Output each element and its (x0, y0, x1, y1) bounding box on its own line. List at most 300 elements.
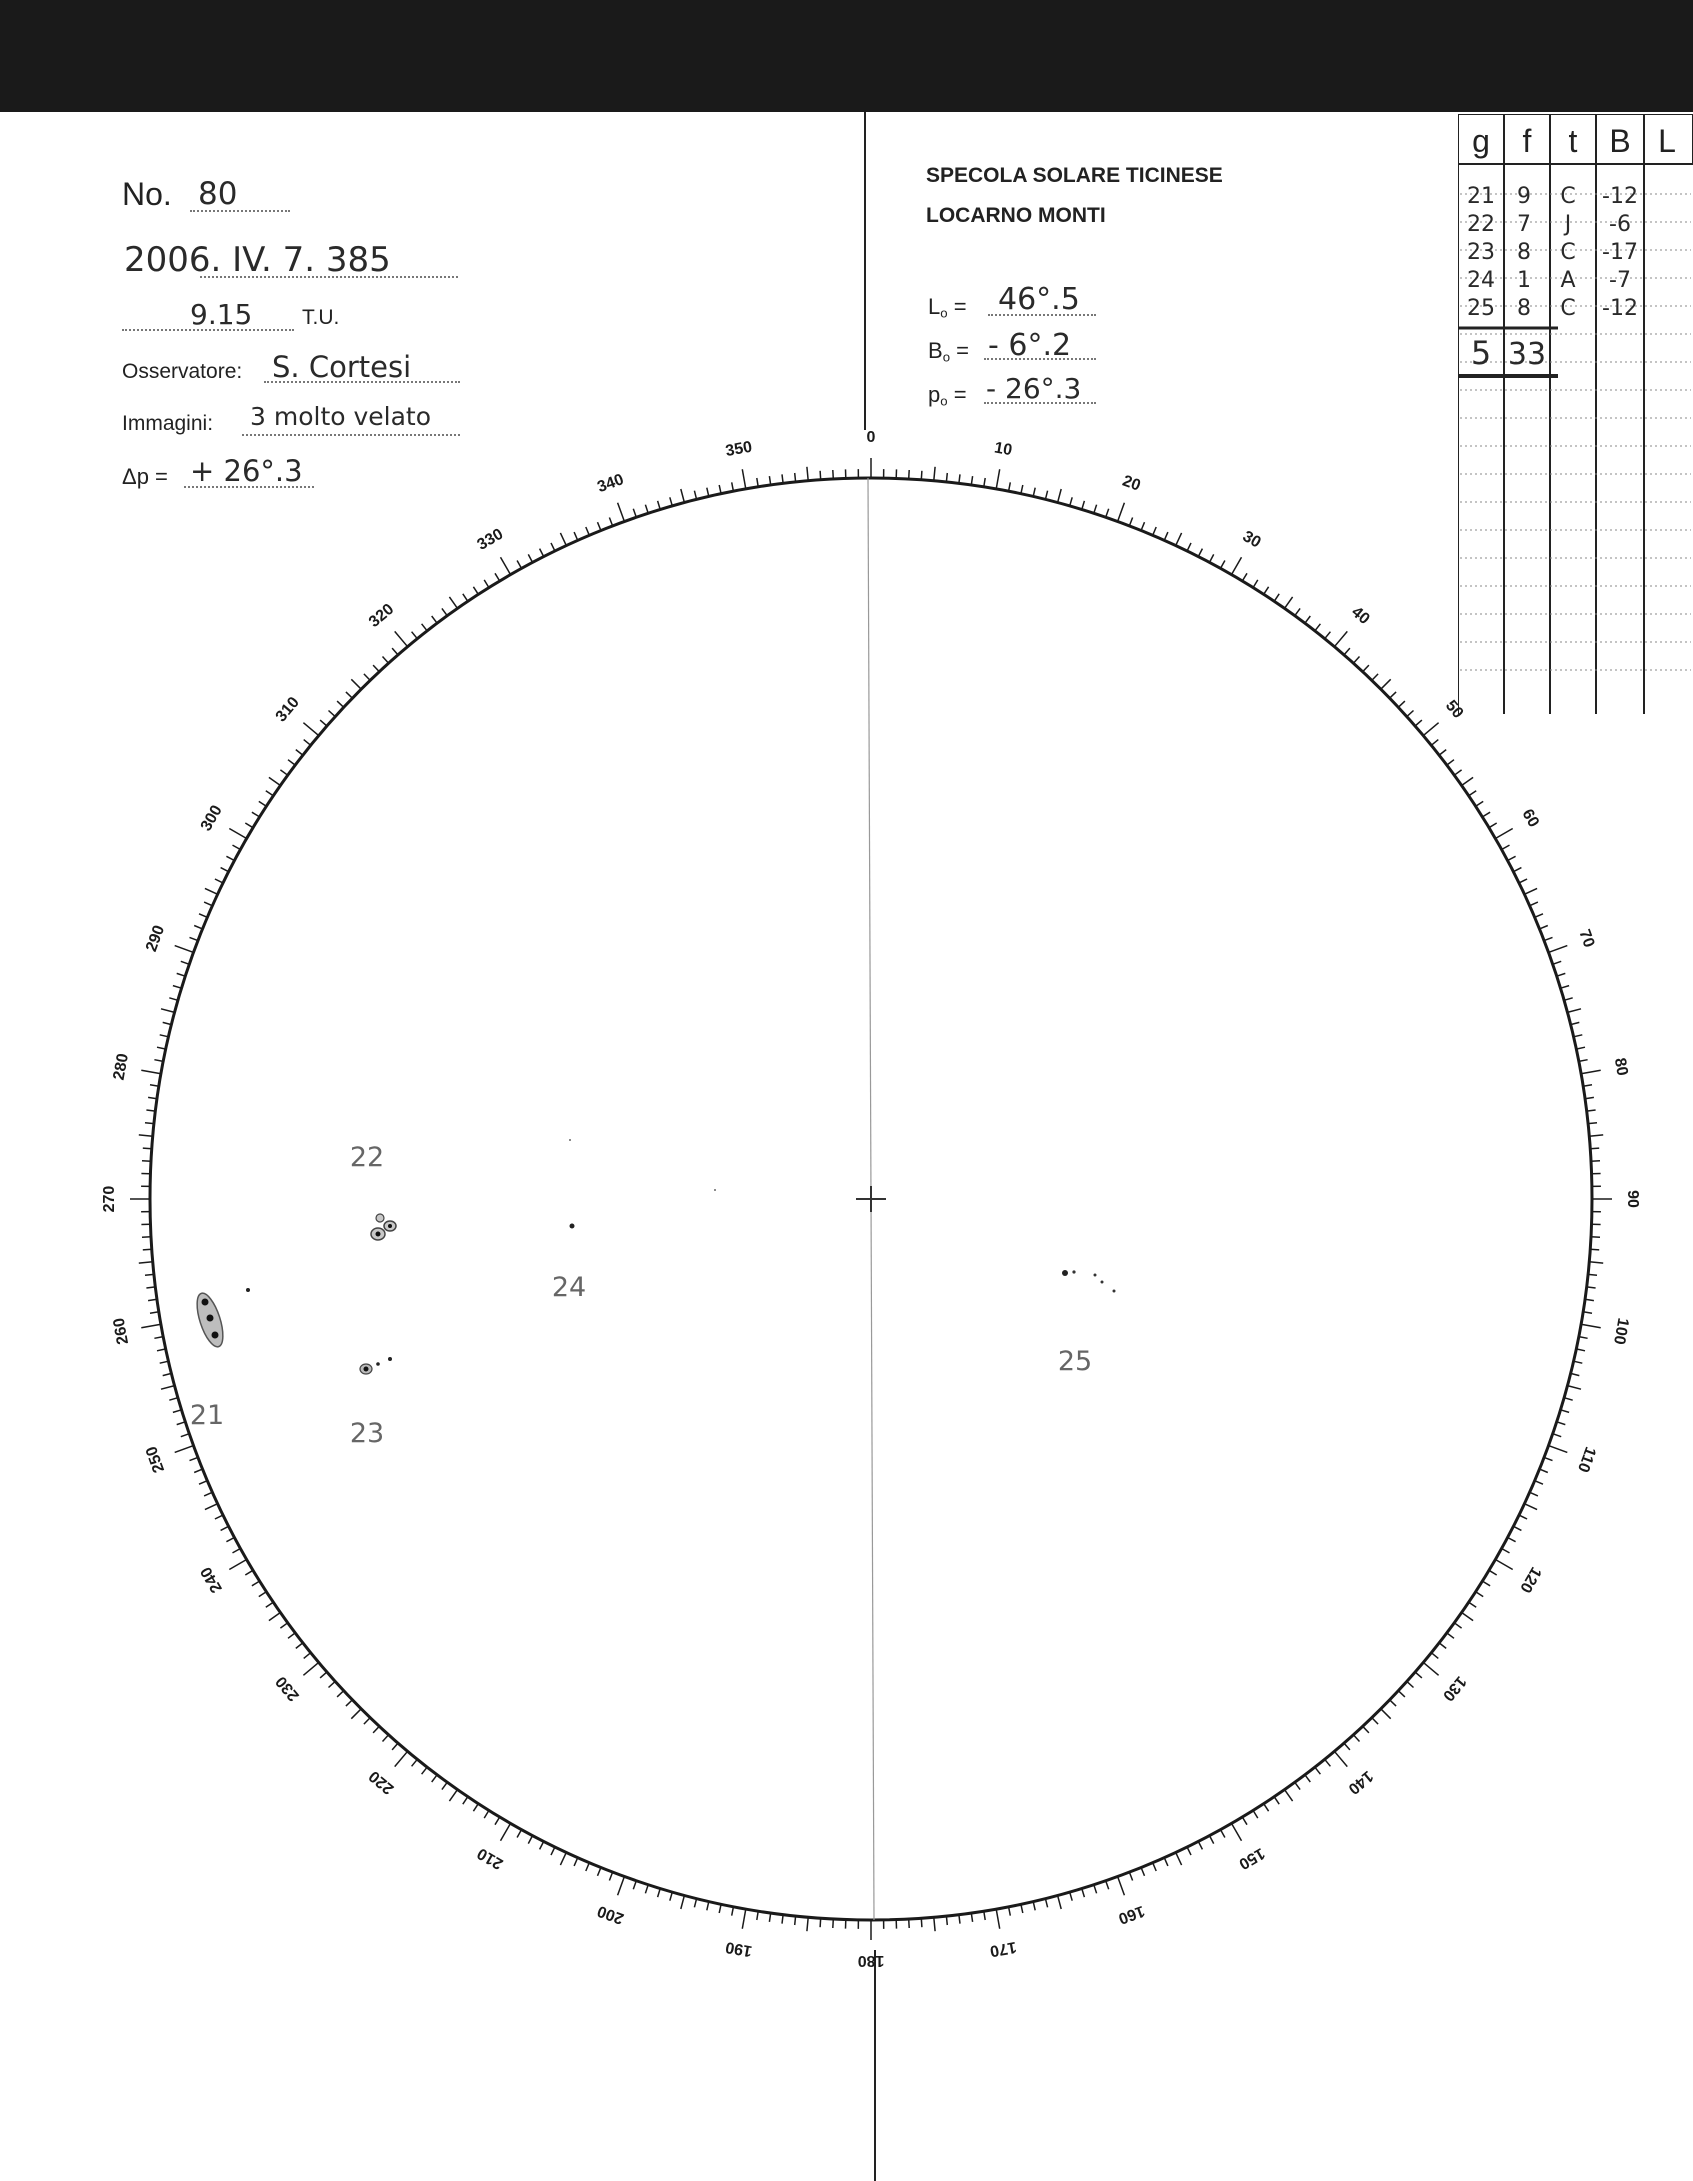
scale-tick (517, 1830, 521, 1838)
scale-tick (154, 1060, 163, 1062)
scale-label: 170 (988, 1937, 1018, 1960)
scale-tick (395, 631, 408, 646)
scale-tick (303, 1662, 318, 1675)
scale-tick (1058, 1895, 1062, 1909)
scale-tick (820, 1918, 821, 1927)
scale-tick (169, 1398, 178, 1401)
scale-tick (1315, 624, 1321, 631)
scale-tick (161, 1009, 175, 1013)
scale-tick (143, 1249, 152, 1250)
scale-tick (432, 616, 437, 623)
scale-tick (266, 1602, 274, 1607)
table-total-groups: 5 (1470, 334, 1492, 372)
scale-tick (1589, 1135, 1603, 1136)
scale-tick (1482, 812, 1490, 817)
scale-tick (833, 1919, 834, 1928)
scale-tick (346, 1700, 353, 1706)
scale-tick (329, 711, 336, 717)
scale-tick (670, 1892, 673, 1901)
time-value: 9.15 (190, 298, 253, 331)
scale-tick (1221, 561, 1225, 569)
scale-tick (1344, 648, 1350, 655)
scale-tick (1561, 1410, 1570, 1413)
scale-tick (1530, 902, 1538, 906)
scale-tick (934, 467, 935, 481)
scale-tick (1325, 1759, 1331, 1766)
scale-tick (694, 1899, 696, 1908)
scale-tick (658, 1889, 661, 1898)
scale-tick (412, 632, 418, 639)
scale-tick (1176, 1852, 1182, 1865)
scale-label: 70 (1575, 927, 1598, 950)
scale-tick (1398, 701, 1405, 707)
scale-tick (351, 1709, 361, 1719)
bo-value: - 6°.2 (988, 328, 1072, 363)
scale-tick (1363, 1726, 1369, 1733)
scale-tick (946, 473, 947, 482)
scale-tick (1353, 657, 1359, 664)
scale-tick (304, 740, 311, 746)
scale-tick (204, 902, 212, 906)
scale-tick (732, 1907, 734, 1916)
scale-tick (1187, 1847, 1191, 1855)
table-cell: -7 (1609, 268, 1631, 293)
scale-tick (921, 1918, 922, 1927)
scale-tick (540, 549, 544, 557)
scale-tick (269, 1613, 281, 1621)
table-cell: 23 (1467, 240, 1495, 265)
scale-tick (392, 1743, 398, 1750)
scale-tick (154, 1337, 163, 1339)
scale-tick (1118, 503, 1125, 522)
scale-tick (495, 573, 500, 581)
scale-tick (320, 720, 327, 726)
scale-label: 200 (595, 1901, 627, 1927)
scale-tick (1264, 587, 1269, 595)
lo-label: $L_o$ = (928, 294, 967, 321)
scale-tick (1118, 1877, 1125, 1896)
group-label-24: 24 (551, 1272, 587, 1303)
scale-tick (1540, 926, 1548, 929)
scale-tick (422, 624, 428, 631)
scale-tick (157, 1349, 166, 1351)
scale-tick (1431, 1653, 1438, 1659)
scale-tick (139, 1135, 153, 1136)
scale-tick (670, 497, 673, 506)
scale-tick (1589, 1262, 1603, 1263)
scale-tick (501, 1823, 511, 1840)
scale-tick (463, 594, 468, 602)
scale-label: 270 (101, 1185, 119, 1213)
scale-tick (1567, 1386, 1581, 1390)
scale-tick (229, 1560, 246, 1570)
scale-tick (1398, 1691, 1405, 1697)
scale-tick (199, 914, 207, 918)
scale-tick (221, 868, 229, 872)
scale-tick (1581, 1070, 1601, 1074)
scale-tick (337, 1691, 344, 1697)
scale-tick (1372, 674, 1378, 681)
scale-tick (1295, 1782, 1300, 1789)
scale-tick (742, 1909, 746, 1929)
scale-tick (181, 1434, 190, 1437)
scale-tick (618, 503, 625, 522)
scale-tick (1581, 1324, 1601, 1328)
scale-tick (1447, 760, 1454, 765)
scale-tick (807, 467, 808, 481)
table-header-f: f (1522, 123, 1532, 159)
scale-tick (833, 470, 834, 479)
observer-value: S. Cortesi (272, 350, 412, 384)
scale-tick (199, 1481, 207, 1485)
scale-tick (742, 469, 746, 489)
scale-tick (1009, 482, 1011, 491)
date-value: 2006. IV. 7. 385 (124, 240, 391, 280)
scale-tick (320, 1672, 327, 1678)
scale-tick (449, 1790, 457, 1802)
scale-tick (1009, 1907, 1011, 1916)
scale-tick (560, 1852, 566, 1865)
scale-tick (598, 522, 601, 530)
table-cell: 24 (1467, 268, 1495, 293)
scale-tick (449, 597, 457, 609)
scale-tick (1513, 868, 1521, 872)
scale-tick (1334, 631, 1347, 646)
scale-tick (1106, 509, 1109, 518)
scale-tick (1381, 679, 1391, 689)
table-cell: 8 (1517, 240, 1531, 265)
scale-tick (719, 1904, 721, 1913)
scale-label: 160 (1115, 1901, 1147, 1927)
scale-tick (1502, 845, 1510, 849)
table-total-spots: 33 (1507, 337, 1547, 372)
scale-tick (681, 1895, 685, 1909)
scale-tick (598, 1868, 601, 1876)
scale-label: 0 (866, 429, 876, 447)
scale-tick (946, 1916, 947, 1925)
sunspot-group-22 (371, 1214, 396, 1240)
scale-tick (139, 1262, 153, 1263)
scale-label: 220 (365, 1767, 398, 1798)
scale-tick (551, 1847, 555, 1855)
table-cell: A (1560, 268, 1576, 293)
scale-tick (1285, 1790, 1293, 1802)
group-label-23: 23 (349, 1418, 385, 1449)
scale-tick (1285, 597, 1293, 609)
scale-tick (528, 1836, 532, 1844)
scale-tick (618, 1877, 625, 1896)
scale-tick (501, 557, 511, 574)
scale-tick (574, 532, 578, 540)
scale-tick (1588, 1274, 1597, 1275)
scale-tick (233, 1549, 241, 1553)
table-cell: -12 (1602, 296, 1638, 321)
scale-tick (1502, 1549, 1510, 1553)
scale-tick (1344, 1743, 1350, 1750)
scale-tick (1264, 1804, 1269, 1812)
scale-tick (1454, 1623, 1461, 1628)
scale-tick (707, 1902, 709, 1911)
scale-tick (269, 777, 281, 785)
table-cell: J (1564, 212, 1572, 237)
scale-tick (795, 473, 796, 482)
scale-tick (169, 998, 178, 1001)
scale-tick (1082, 1889, 1085, 1898)
scale-tick (1363, 665, 1369, 672)
scale-tick (1591, 1237, 1600, 1238)
scale-tick (473, 1804, 478, 1812)
scale-tick (175, 1446, 194, 1453)
scale-tick (1544, 937, 1552, 940)
scale-tick (1070, 497, 1073, 506)
number-label: No. (122, 176, 172, 212)
scale-tick (392, 648, 398, 655)
number-value: 80 (198, 176, 238, 212)
scale-tick (1153, 1863, 1157, 1871)
scale-tick (1576, 1047, 1585, 1049)
scale-label: 110 (1573, 1444, 1599, 1475)
scale-tick (574, 1858, 578, 1866)
scale-tick (1033, 1902, 1035, 1911)
scale-tick (996, 469, 1000, 489)
scale-tick (1407, 711, 1414, 717)
scale-tick (609, 518, 612, 526)
scale-tick (1482, 1581, 1490, 1586)
scale-tick (1021, 485, 1023, 494)
scale-tick (1540, 1469, 1548, 1472)
scale-tick (252, 812, 260, 817)
scale-tick (329, 1681, 336, 1687)
scale-tick (1469, 791, 1477, 796)
scale-tick (373, 1726, 379, 1733)
table-header-t: t (1568, 123, 1578, 159)
delta-p-label: Δp = (122, 464, 168, 489)
scale-tick (383, 1735, 389, 1742)
scale-tick (645, 505, 648, 514)
scale-tick (795, 1916, 796, 1925)
table-cell: -6 (1609, 212, 1631, 237)
scale-tick (142, 1161, 151, 1162)
scale-tick (161, 1386, 175, 1390)
scale-tick (364, 1718, 370, 1725)
table-header-g: g (1472, 123, 1490, 159)
scale-tick (373, 665, 379, 672)
scale-tick (921, 471, 922, 480)
scale-tick (1519, 879, 1527, 883)
observer-label: Osservatore: (122, 360, 243, 383)
scale-tick (177, 973, 186, 976)
scale-tick (560, 533, 566, 546)
scale-tick (1535, 914, 1543, 918)
table-cell: 21 (1467, 184, 1495, 209)
scale-tick (495, 1817, 500, 1825)
scale-tick (1210, 554, 1214, 562)
scale-tick (1070, 1892, 1073, 1901)
scale-tick (141, 1324, 161, 1328)
scale-tick (1325, 632, 1331, 639)
scale-tick (266, 791, 274, 796)
scale-tick (484, 1810, 489, 1818)
scale-tick (194, 926, 202, 929)
scale-tick (473, 587, 478, 595)
scale-tick (221, 1526, 229, 1530)
scale-tick (1334, 1751, 1347, 1766)
scale-tick (1106, 1881, 1109, 1890)
scale-tick (1164, 1858, 1168, 1866)
po-value: - 26°.3 (986, 372, 1082, 405)
scale-tick (1574, 1035, 1583, 1037)
scale-tick (1535, 1481, 1543, 1485)
scale-label: 130 (1439, 1672, 1470, 1705)
scale-label: 210 (474, 1844, 507, 1873)
scale-tick (1508, 1538, 1516, 1542)
scale-tick (1574, 1361, 1583, 1363)
scale-label: 300 (197, 802, 226, 835)
scale-tick (1058, 489, 1062, 503)
po-label: $p_o$ = (928, 382, 967, 409)
scale-tick (1508, 856, 1516, 860)
table-cell: 9 (1517, 184, 1531, 209)
scale-tick (586, 1863, 590, 1871)
table-cell: 1 (1517, 268, 1531, 293)
scale-tick (346, 692, 353, 698)
scale-tick (205, 888, 218, 894)
scale-tick (1242, 1817, 1247, 1825)
scale-tick (422, 1767, 428, 1774)
scale-tick (1519, 1515, 1527, 1519)
scale-tick (1439, 1643, 1446, 1649)
scale-tick (226, 1538, 234, 1542)
scale-tick (658, 501, 661, 510)
institution-name: SPECOLA SOLARE TICINESE (926, 164, 1223, 187)
scale-tick (1232, 1823, 1242, 1840)
scale-tick (432, 1775, 437, 1782)
table-cell: 8 (1517, 296, 1531, 321)
scale-label: 40 (1348, 603, 1373, 629)
scale-tick (160, 1361, 169, 1363)
scale-tick (1094, 505, 1097, 514)
scale-tick (1253, 1810, 1258, 1818)
scale-tick (1579, 1337, 1588, 1339)
scale-tick (1571, 1022, 1580, 1024)
scale-tick (252, 1581, 260, 1586)
scale-label: 320 (365, 600, 398, 631)
scale-tick (204, 1492, 212, 1496)
scale-tick (1315, 1767, 1321, 1774)
table-cell: -17 (1602, 240, 1638, 265)
scale-tick (551, 543, 555, 551)
scale-tick (1390, 1700, 1397, 1706)
scale-tick (190, 1457, 198, 1460)
scale-tick (807, 1917, 808, 1931)
scale-tick (1187, 543, 1191, 551)
table-cell: -12 (1602, 184, 1638, 209)
scale-tick (1549, 946, 1568, 953)
scale-label: 100 (1609, 1316, 1632, 1346)
scale-label: 120 (1516, 1563, 1545, 1596)
scale-tick (163, 1373, 172, 1375)
scale-tick (1381, 1709, 1391, 1719)
scale-tick (934, 1917, 935, 1931)
scale-tick (1129, 518, 1132, 526)
group-label-21: 21 (189, 1400, 225, 1431)
scale-tick (645, 1885, 648, 1894)
scale-tick (145, 1123, 154, 1124)
scale-tick (1415, 720, 1422, 726)
scale-tick (215, 1515, 223, 1519)
scale-tick (1176, 533, 1182, 546)
scale-tick (484, 580, 489, 588)
scale-label: 290 (143, 923, 169, 955)
scale-tick (442, 1782, 447, 1789)
scale-label: 240 (197, 1563, 226, 1596)
scale-tick (1423, 723, 1438, 736)
sunspot-group-24 (569, 1139, 716, 1229)
scale-tick (1591, 1161, 1600, 1162)
group-label-22: 22 (349, 1142, 385, 1173)
scale-tick (1353, 1735, 1359, 1742)
scale-tick (1489, 823, 1497, 828)
scale-tick (1045, 491, 1047, 500)
scale-tick (205, 1504, 218, 1510)
scale-tick (1469, 1602, 1477, 1607)
scale-tick (1476, 801, 1484, 806)
scale-tick (517, 561, 521, 569)
scale-tick (1390, 692, 1397, 698)
scale-tick (280, 1623, 287, 1628)
scale-label: 340 (595, 471, 627, 497)
scale-tick (1513, 1526, 1521, 1530)
scale-tick (194, 1469, 202, 1472)
scale-tick (303, 723, 318, 736)
scale-tick (1564, 1398, 1573, 1401)
scale-tick (296, 1643, 303, 1649)
scale-tick (909, 470, 910, 479)
scale-tick (633, 509, 636, 518)
scale-tick (337, 701, 344, 707)
table-cell: 7 (1517, 212, 1531, 237)
scale-tick (1530, 1492, 1538, 1496)
scale-tick (1210, 1836, 1214, 1844)
scale-label: 180 (857, 1951, 885, 1969)
scale-tick (181, 961, 190, 964)
scale-label: 30 (1239, 527, 1264, 552)
scale-tick (732, 482, 734, 491)
scale-tick (1305, 616, 1310, 623)
scale-tick (1557, 1422, 1566, 1425)
scale-tick (1557, 973, 1566, 976)
table-cell: 22 (1467, 212, 1495, 237)
scale-label: 90 (1623, 1190, 1641, 1208)
lo-value: 46°.5 (998, 282, 1080, 317)
sunspot-group-21 (192, 1288, 250, 1350)
scale-tick (1524, 888, 1537, 894)
scale-tick (175, 946, 194, 953)
scale-tick (229, 829, 246, 839)
scale-label: 150 (1235, 1844, 1268, 1873)
scale-label: 10 (992, 439, 1014, 460)
scale-tick (1590, 1249, 1599, 1250)
scale-tick (1198, 1841, 1202, 1849)
scale-tick (707, 488, 709, 497)
scale-tick (1476, 1592, 1484, 1597)
scale-label: 80 (1610, 1056, 1631, 1078)
delta-p-value: + 26°.3 (190, 454, 303, 488)
scale-tick (1407, 1681, 1414, 1687)
scale-tick (1576, 1349, 1585, 1351)
scale-tick (163, 1022, 172, 1024)
scale-tick (1021, 1904, 1023, 1913)
